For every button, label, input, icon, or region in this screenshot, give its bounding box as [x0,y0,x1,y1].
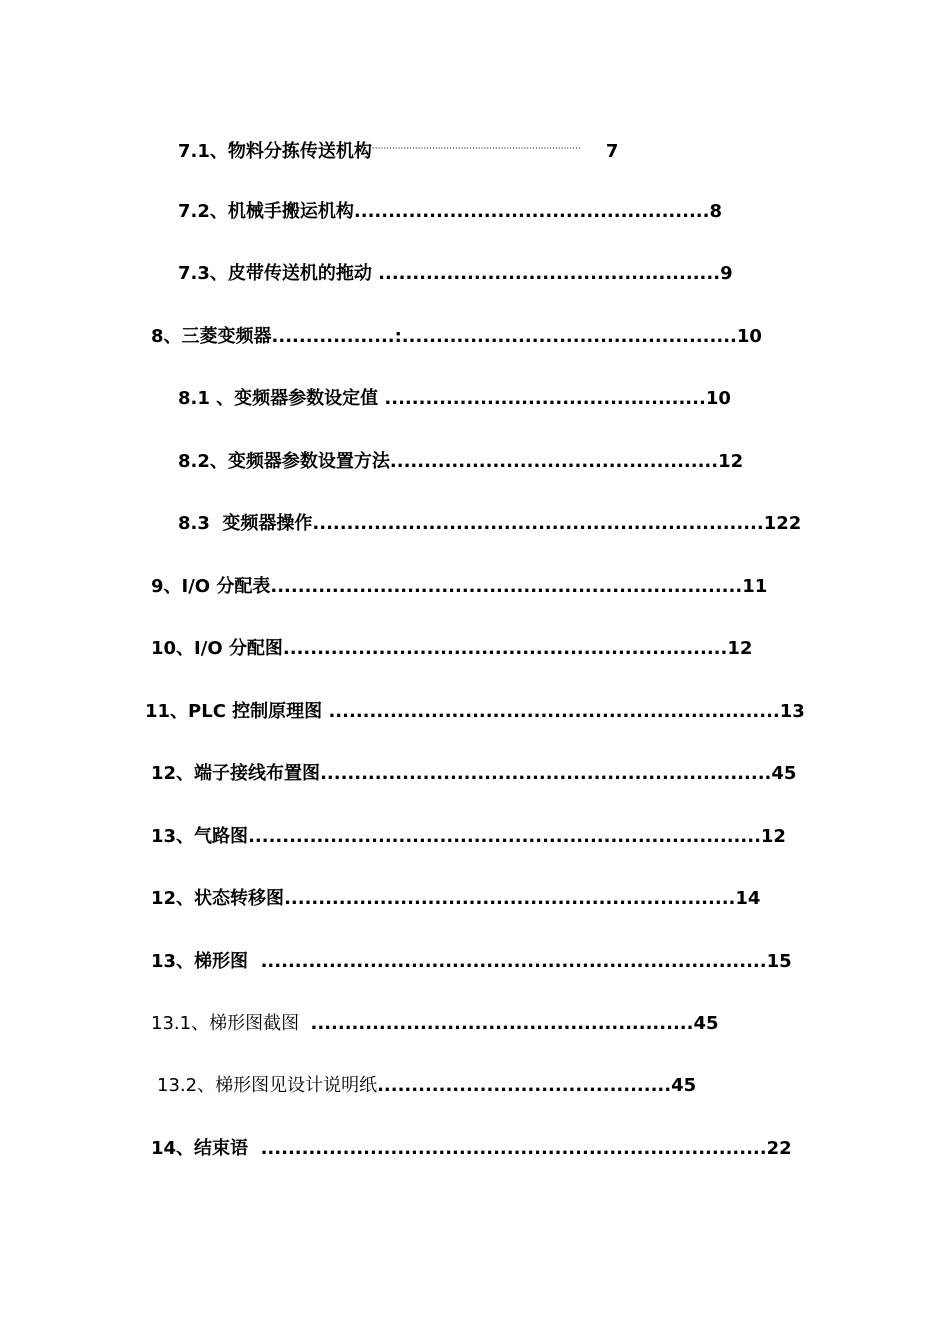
toc-entry-page: 10 [705,388,731,409]
toc-entry-title: 7.1、物料分拣传送机构 [178,141,372,162]
toc-entry-leader: ........................................... [377,1075,672,1096]
toc-entry [151,825,786,849]
toc-entry-title: 12、状态转移图 [151,888,285,909]
toc-entry-title: 8、三菱变频器 [151,326,272,347]
toc-entry-page: 12 [718,451,744,472]
toc-entry-leader: ..................:................................................. [271,326,737,347]
toc-entry-leader: .................................................... [353,201,710,222]
toc-entry-page: 13 [779,701,805,722]
toc-entry-leader: .................................................................. [312,513,764,534]
toc-entry-title: 13、气路图 [151,826,249,847]
toc-entry-title: 7.2、机械手搬运机构 [178,201,354,222]
toc-entry-leader: ........................................................ [310,1013,694,1034]
toc-entry-leader: ................................................................. [282,638,728,659]
toc-entry [151,1137,792,1161]
toc-entry-page: 15 [766,951,792,972]
toc-entry-gap [581,141,606,162]
toc-entry [178,512,801,536]
toc-entry-page: 22 [766,1138,792,1159]
toc-entry-title: 10、I/O 分配图 [151,638,283,659]
toc-entry [151,575,767,599]
toc-entry [151,1012,719,1036]
toc-entry-title: 7.3、皮带传送机的拖动 [178,263,379,284]
toc-entry-title: 9、I/O 分配表 [151,576,271,597]
toc-entry-leader: .......................................................................... [260,1138,767,1159]
toc-entry-leader: .................................................................. [328,701,780,722]
toc-entry-page: 9 [720,263,733,284]
toc-entry-page: 11 [742,576,768,597]
toc-entry-page: 122 [763,513,802,534]
toc-entry [178,200,722,224]
toc-entry [145,700,805,724]
toc-entry-leader: ................................................ [389,451,719,472]
toc-entry [178,137,618,164]
toc-entry-leader: ........................................................................... [248,826,761,847]
toc-entry-page: 8 [709,201,722,222]
toc-entry [151,950,792,974]
toc-entry [178,387,731,411]
toc-entry-page: 45 [671,1075,697,1096]
toc-entry-title: 13.1、梯形图截图 [151,1013,311,1034]
toc-entry-leader: ............................................... [384,388,706,409]
toc-entry-title: 8.1 、变频器参数设定值 [178,388,385,409]
toc-entry-leader: ········································································· [371,144,581,154]
toc-entry-leader: ..................................................................... [270,576,743,597]
toc-entry [151,887,760,911]
toc-entry-title: 13、梯形图 [151,951,261,972]
toc-entry [151,325,762,349]
toc-entry-page: 12 [727,638,753,659]
toc-entry [178,262,733,286]
toc-entry [157,1074,696,1098]
toc-entry-leader: .................................................................. [284,888,736,909]
toc-entry-page: 10 [736,326,762,347]
toc-entry-leader: .................................................................. [320,763,772,784]
toc-entry-title: 8.2、变频器参数设置方法 [178,451,390,472]
toc-entry-title: 12、端子接线布置图 [151,763,321,784]
toc-entry-page: 7 [605,141,619,162]
toc-entry-leader: .......................................................................... [260,951,767,972]
toc-entry-page: 12 [760,826,786,847]
toc-entry-page: 45 [771,763,797,784]
toc-entry [151,762,796,786]
toc-entry-page: 14 [735,888,761,909]
toc-entry-title: 13.2、梯形图见设计说明纸 [157,1075,378,1096]
toc-entry-title: 11、PLC 控制原理图 [145,701,329,722]
toc-entry [178,450,743,474]
toc-entry-page: 45 [693,1013,719,1034]
toc-entry-title: 14、结束语 [151,1138,261,1159]
toc-entry-leader: .................................................. [378,263,721,284]
toc-entry [151,637,752,661]
toc-entry-title: 8.3 变频器操作 [178,513,313,534]
